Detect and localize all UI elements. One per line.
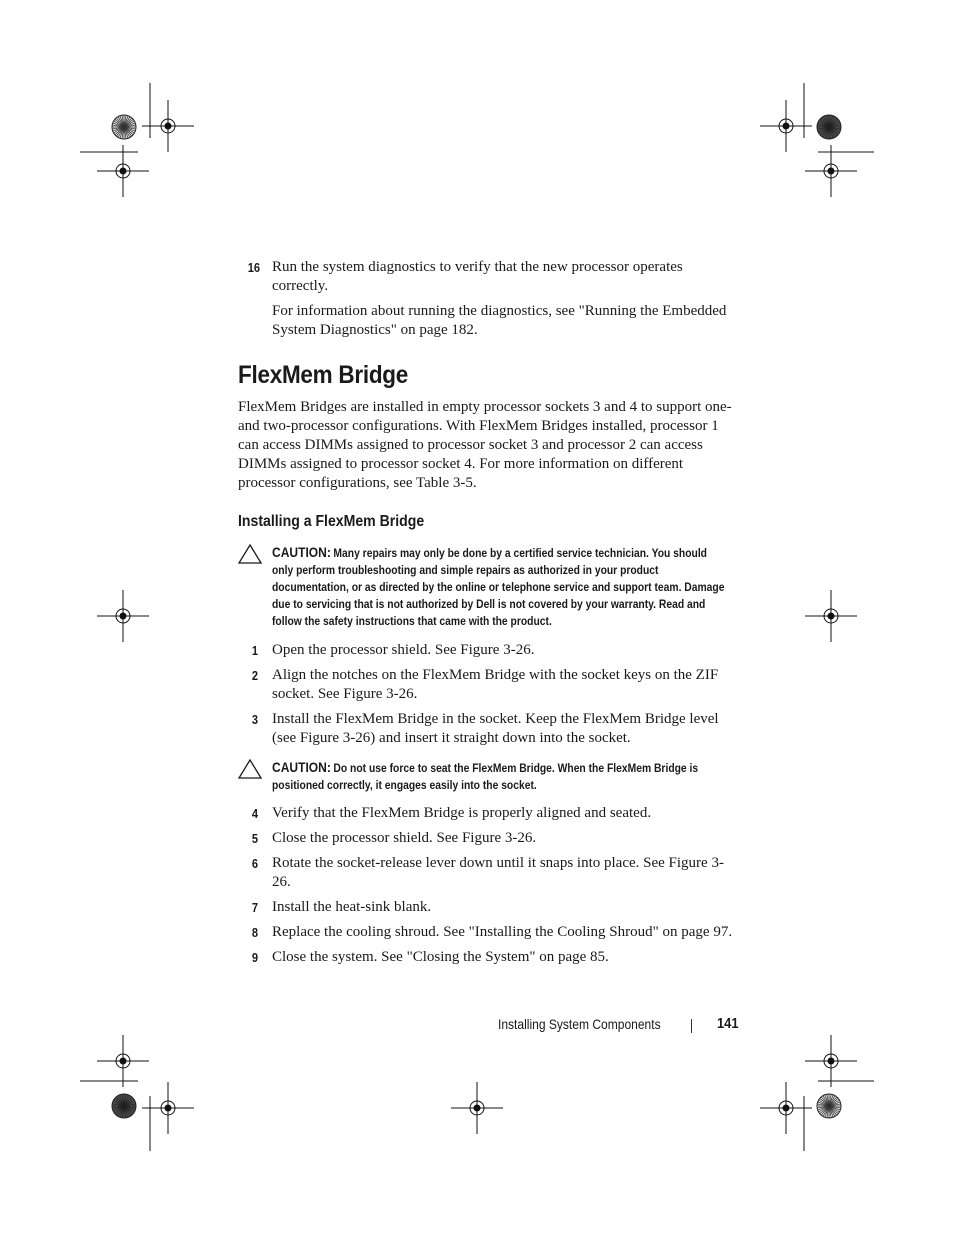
step-number: 6 bbox=[251, 856, 258, 871]
page-footer bbox=[498, 1015, 748, 1035]
step-number: 4 bbox=[251, 806, 258, 821]
printer-starburst-icon bbox=[112, 1094, 136, 1118]
registration-crosshair-icon bbox=[805, 145, 857, 197]
caution-text: Do not use force to seat the FlexMem Bridge. When the FlexMem Bridge is positioned correctly, it engages easily into the socket. bbox=[272, 761, 699, 792]
caution-body bbox=[272, 759, 728, 794]
step-number: 2 bbox=[251, 668, 258, 683]
step-text: Open the processor shield. See Figure 3-26. bbox=[272, 642, 535, 658]
registration-crosshair-icon bbox=[97, 590, 149, 642]
subsection-title: Installing a FlexMem Bridge bbox=[238, 513, 425, 530]
step-number: 3 bbox=[251, 712, 258, 727]
printer-starburst-icon bbox=[817, 1094, 841, 1118]
printer-starburst-icon bbox=[817, 115, 841, 139]
registration-crosshair-icon bbox=[760, 1082, 812, 1134]
step-number: 5 bbox=[251, 831, 258, 846]
step-item bbox=[238, 854, 738, 892]
caution-notice-1 bbox=[238, 544, 738, 630]
step-text: Rotate the socket-release lever down until it snaps into place. See Figure 3-26. bbox=[272, 855, 724, 890]
step-16 bbox=[238, 258, 738, 340]
registration-crosshair-icon bbox=[97, 1035, 149, 1087]
step-text: Close the processor shield. See Figure 3-26. bbox=[272, 830, 537, 846]
steps-group-a bbox=[238, 641, 738, 748]
step-text: Replace the cooling shroud. See "Installing the Cooling Shroud" on page 97. bbox=[272, 924, 733, 940]
step-item bbox=[238, 923, 738, 942]
caution-label: CAUTION: bbox=[272, 544, 331, 560]
footer-divider bbox=[691, 1019, 692, 1033]
caution-text: Many repairs may only be done by a certified service technician. You should only perform troubleshooting and simple repairs as authorized in your product documentation, or as directed by the online or telephone service and support team. Damage due to servicing that is not authorized by Dell is not covered by your warranty. Read and follow the safety instructions that came with the product. bbox=[272, 546, 725, 628]
steps-group-b bbox=[238, 804, 738, 967]
step-item bbox=[238, 710, 738, 748]
caution-triangle-icon bbox=[238, 544, 262, 564]
step-item bbox=[238, 641, 738, 660]
registration-crosshair-icon bbox=[451, 1082, 503, 1134]
registration-crosshair-icon bbox=[142, 100, 194, 152]
registration-crosshair-icon bbox=[97, 145, 149, 197]
step-number: 1 bbox=[251, 643, 258, 658]
step-number: 16 bbox=[247, 260, 260, 275]
caution-body bbox=[272, 544, 728, 630]
registration-crosshair-icon bbox=[760, 100, 812, 152]
printer-starburst-icon bbox=[112, 115, 136, 139]
step-text: Run the system diagnostics to verify that the new processor operates correctly. bbox=[272, 259, 683, 294]
registration-crosshair-icon bbox=[142, 1082, 194, 1134]
page-number: 141 bbox=[717, 1015, 739, 1032]
step-text: Align the notches on the FlexMem Bridge with the socket keys on the ZIF socket. See Figure 3-26. bbox=[272, 667, 719, 702]
step-number: 7 bbox=[251, 900, 258, 915]
footer-section-name: Installing System Components bbox=[498, 1016, 661, 1032]
step-text: Close the system. See "Closing the System" on page 85. bbox=[272, 949, 609, 965]
step-item bbox=[238, 666, 738, 704]
step-number: 9 bbox=[251, 950, 258, 965]
step-item bbox=[238, 804, 738, 823]
step-item bbox=[238, 898, 738, 917]
section-intro: FlexMem Bridges are installed in empty processor sockets 3 and 4 to support one- and two-processor configurations. With FlexMem Bridges installed, processor 1 can access DIMMs assigned to processor socket 3 and processor 2 can access DIMMs assigned to processor socket 4. For more information on different processor configurations, see Table 3-5. bbox=[238, 399, 732, 491]
step-item bbox=[238, 948, 738, 967]
registration-crosshair-icon bbox=[805, 1035, 857, 1087]
registration-crosshair-icon bbox=[805, 590, 857, 642]
step-note: For information about running the diagnostics, see "Running the Embedded System Diagnostics" on page 182. bbox=[272, 303, 727, 338]
step-text: Verify that the FlexMem Bridge is properly aligned and seated. bbox=[272, 805, 652, 821]
step-text: Install the FlexMem Bridge in the socket. Keep the FlexMem Bridge level (see Figure 3-26) and insert it straight down into the socket. bbox=[272, 711, 719, 746]
caution-triangle-icon bbox=[238, 759, 262, 779]
page-content bbox=[238, 258, 738, 973]
caution-label: CAUTION: bbox=[272, 759, 331, 775]
caution-notice-2 bbox=[238, 759, 738, 794]
step-text: Install the heat-sink blank. bbox=[272, 899, 432, 915]
step-number: 8 bbox=[251, 925, 258, 940]
section-title: FlexMem Bridge bbox=[238, 361, 409, 389]
step-item bbox=[238, 829, 738, 848]
